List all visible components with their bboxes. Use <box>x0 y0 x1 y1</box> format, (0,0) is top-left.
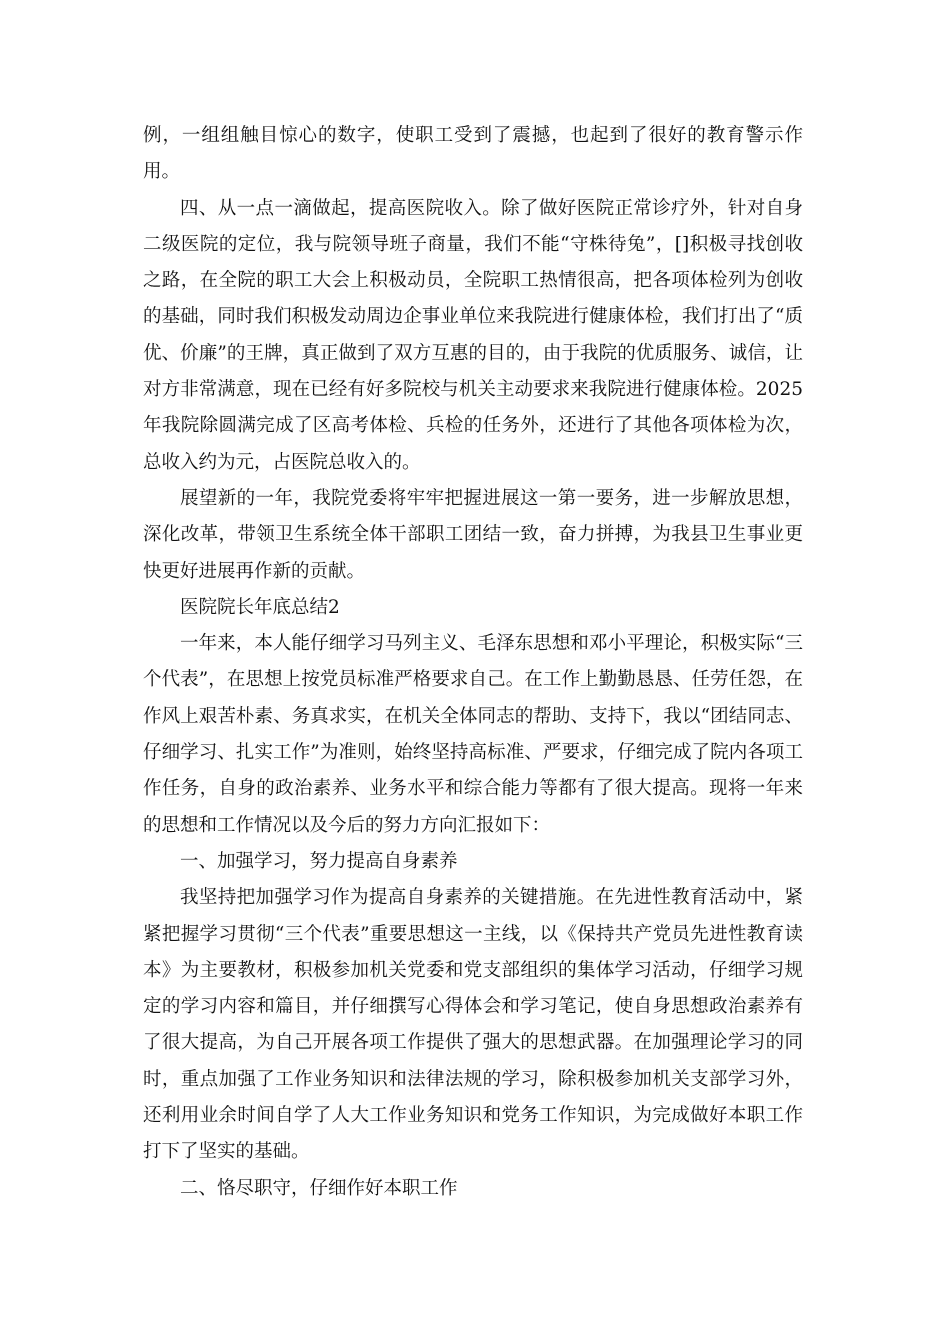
subheading-study: 一、加强学习，努力提高自身素养 <box>180 850 458 872</box>
document-body <box>143 118 803 1207</box>
paragraph-hospital-income: 四、从一点一滴做起，提高医院收入。除了做好医院正常诊疗外，针对自身二级医院的定位，我与院领导班子商量，我们不能“守株待兔”，[]积极寻找创收之路，在全院的职工大会上积极动员，全院职工热情很高，把各项体检列为创收的基础，同时我们积极发动周边企事业单位来我院进行健康体检，我们打出了“质优、价廉”的王牌，真正做到了双方互惠的目的，由于我院的优质服务、诚信，让对方非常满意，现在已经有好多院校与机关主动要求来我院进行健康体检。2025年我院除圆满完成了区高考体检、兵检的任务外，还进行了其他各项体检为次，总收入约为元，占医院总收入的。 <box>143 197 803 473</box>
paragraph-continued: 例，一组组触目惊心的数字，使职工受到了震撼，也起到了很好的教育警示作用。 <box>143 125 803 183</box>
subheading-duty: 二、恪尽职守，仔细作好本职工作 <box>180 1177 458 1199</box>
paragraph-outlook: 展望新的一年，我院党委将牢牢把握进展这一第一要务，进一步解放思想，深化改革，带领卫生系统全体干部职工团结一致，奋力拼搏，为我县卫生事业更快更好进展再作新的贡献。 <box>143 487 803 582</box>
section-heading-summary-2: 医院院长年底总结2 <box>180 596 340 618</box>
paragraph-study: 我坚持把加强学习作为提高自身素养的关键措施。在先进性教育活动中，紧紧把握学习贯彻“三个代表”重要思想这一主线，以《保持共产党员先进性教育读本》为主要教材，积极参加机关党委和党支部组织的集体学习活动，仔细学习规定的学习内容和篇目，并仔细撰写心得体会和学习笔记，使自身思想政治素养有了很大提高，为自己开展各项工作提供了强大的思想武器。在加强理论学习的同时，重点加强了工作业务知识和法律法规的学习，除积极参加机关支部学习外，还利用业余时间自学了人大工作业务知识和党务工作知识，为完成做好本职工作打下了坚实的基础。 <box>143 887 803 1163</box>
paragraph-year-review: 一年来，本人能仔细学习马列主义、毛泽东思想和邓小平理论，积极实际“三个代表”，在思想上按党员标准严格要求自己。在工作上勤勤恳恳、任劳任怨，在作风上艰苦朴素、务真求实，在机关全体同志的帮助、支持下，我以“团结同志、仔细学习、扎实工作”为准则，始终坚持高标准、严要求，仔细完成了院内各项工作任务，自身的政治素养、业务水平和综合能力等都有了很大提高。现将一年来的思想和工作情况以及今后的努力方向汇报如下： <box>143 633 803 836</box>
